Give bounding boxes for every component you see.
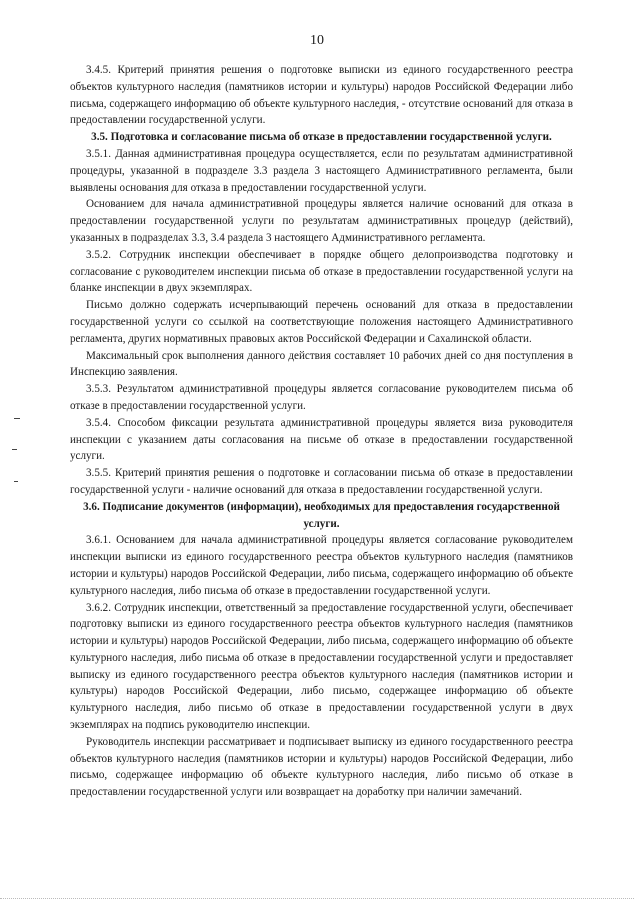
paragraph-max-term: Максимальный срок выполнения данного действия составляет 10 рабочих дней со дня поступления в Инспекцию заявления. bbox=[70, 349, 573, 379]
paragraph-3-5-1: 3.5.1. Данная административная процедура осуществляется, если по результатам административной процедуры, указанной в подразделе 3.3 раздела 3 настоящего Административного регламента, были выявлены основания для отказа в предоставлении государственной услуги. bbox=[70, 147, 573, 194]
scan-mark-3 bbox=[14, 481, 18, 482]
paragraph-3-5-5: 3.5.5. Критерий принятия решения о подготовке и согласовании письма об отказе в предоставлении государственной услуги - наличие оснований для отказа в предоставлении государственной услуги. bbox=[70, 467, 573, 496]
scan-mark-2 bbox=[12, 449, 17, 450]
paragraph-3-6-1: 3.6.1. Основанием для начала административной процедуры является согласование руководителем инспекции выписки из единого государственного реестра объектов культурного наследия (памятников истории и культуры) народов Российской Федерации, либо письма, содержащего информацию об объекте культурного наследия, либо письма об отказе в предоставлении государственной услуги. bbox=[70, 534, 573, 597]
paragraph-grounds: Основанием для начала административной процедуры является наличие оснований для отказа в предоставлении государственной услуги по результатам административных процедур (действий), указанных в подразделах 3.3, 3.4 раздела 3 настоящего Административного регламента. bbox=[70, 198, 573, 244]
scan-mark-1 bbox=[14, 418, 20, 419]
paragraph-3-5-2: 3.5.2. Сотрудник инспекции обеспечивает в порядке общего делопроизводства подготовку и согласование с руководителем инспекции письма об отказе в предоставлении государственной услуги на бланке инспекции в двух экземплярах. bbox=[70, 248, 573, 295]
paragraph-3-5-4: 3.5.4. Способом фиксации результата административной процедуры является виза руководителя инспекции с указанием даты согласования на письме об отказе в предоставлении государственной услуги. bbox=[70, 416, 573, 463]
paragraph-3-6-2: 3.6.2. Сотрудник инспекции, ответственный за предоставление государственной услуги, обеспечивает подготовку выписки из единого государственного реестра объектов культурного наследия (памятников истории и культуры) народов Российской Федерации, либо письма, содержащего информацию об объекте культурного наследия, либо письма об отказе в предоставлении государственной услуги и предоставляет выписку из единого государственного реестра объектов культурного наследия (памятников истории и культуры) народов Российской Федерации, либо письмо, содержащее информацию об объекте культурного наследия, либо письмо об отказе в предоставлении государственной услуги в двух экземплярах на подпись руководителю инспекции. bbox=[70, 601, 573, 732]
scan-bottom-edge bbox=[0, 898, 634, 899]
paragraph-head-signs: Руководитель инспекции рассматривает и подписывает выписку из единого государственного реестра объектов культурного наследия (памятников истории и культуры) народов Российской Федерации, либо письмо, содержащее информацию об объекте культурного наследия, либо письмо об отказе в предоставлении государственной услуги или возвращает на доработку при наличии замечаний. bbox=[70, 735, 573, 799]
page-number: 10 bbox=[310, 33, 324, 48]
paragraph-letter-content: Письмо должно содержать исчерпывающий перечень оснований для отказа в предоставлении государственной услуги со ссылкой на соответствующие положения настоящего Административного регламента, других нормативных правовых актов Российской Федерации и Сахалинской области. bbox=[70, 299, 573, 345]
paragraph-3-4-5: 3.4.5. Критерий принятия решения о подготовке выписки из единого государственного реестра объектов культурного наследия (памятников истории и культуры) народов Российской Федерации либо письма, содержащего информацию об объекте культурного наследия, - отсутствие оснований для отказа в предоставлении государственной услуги. bbox=[70, 64, 573, 127]
document-body bbox=[70, 62, 573, 801]
section-heading-3-5: 3.5. Подготовка и согласование письма об отказе в предоставлении государственной услуги. bbox=[91, 131, 552, 144]
section-heading-3-6: 3.6. Подписание документов (информации), необходимых для предоставления государственной услуги. bbox=[83, 500, 560, 530]
paragraph-3-5-3: 3.5.3. Результатом административной процедуры является согласование руководителем письма об отказе в предоставлении государственной услуги. bbox=[70, 383, 573, 412]
